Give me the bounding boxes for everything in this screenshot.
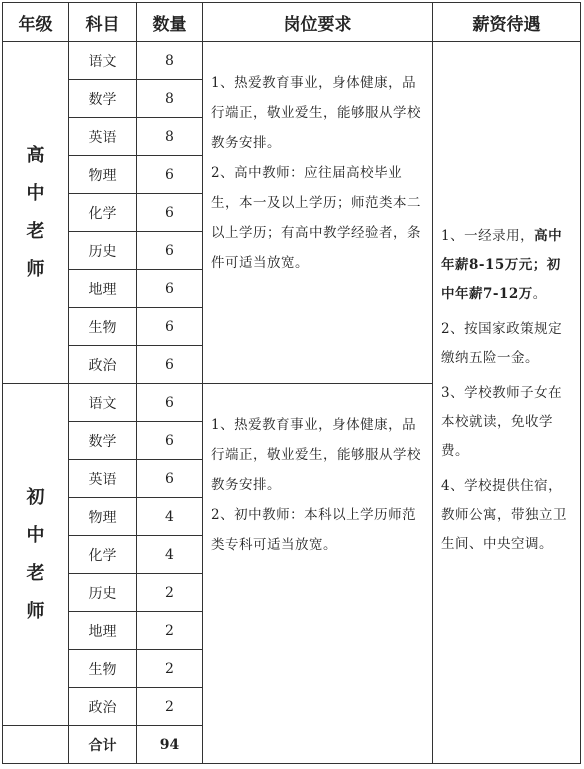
quantity-cell: 6 [137,270,203,308]
recruitment-table [2,2,581,764]
quantity-cell: 6 [137,422,203,460]
table-body [3,42,581,764]
grade-char: 初 [26,486,45,508]
subject-cell: 生物 [69,650,137,688]
quantity-cell: 6 [137,308,203,346]
grade-char: 师 [26,600,45,622]
quantity-cell: 8 [137,80,203,118]
salary-cell [433,42,581,764]
total-count: 94 [137,726,203,764]
subject-cell: 生物 [69,308,137,346]
grade-char: 中 [26,182,45,204]
salary-item-1 [441,222,574,309]
subject-cell: 物理 [69,498,137,536]
quantity-cell: 6 [137,194,203,232]
subject-cell: 英语 [69,118,137,156]
grade-char: 老 [26,220,45,242]
quantity-cell: 6 [137,156,203,194]
requirement-item: 2、初中教师：本科以上学历师范类专科可适当放宽。 [211,507,417,553]
salary-item-3: 3、学校教师子女在本校就读，免收学费。 [441,385,563,459]
junior-grade-cell [3,384,69,726]
header-requirements: 岗位要求 [203,3,433,42]
quantity-cell: 6 [137,384,203,422]
quantity-cell: 2 [137,688,203,726]
subject-cell: 地理 [69,270,137,308]
salary-item-1-prefix: 1、一经录用， [441,228,535,244]
quantity-cell: 8 [137,42,203,80]
requirement-item: 1、热爱教育事业，身体健康，品行端正，敬业爱生，能够服从学校教务安排。 [211,417,421,493]
quantity-cell: 2 [137,612,203,650]
subject-cell: 物理 [69,156,137,194]
subject-cell: 数学 [69,422,137,460]
recruitment-table-page [2,2,580,765]
senior-requirements-cell [203,42,433,384]
subject-cell: 历史 [69,574,137,612]
total-label: 合计 [69,726,137,764]
subject-cell: 化学 [69,536,137,574]
subject-cell: 语文 [69,384,137,422]
grade-char: 师 [26,258,45,280]
senior-grade-cell [3,42,69,384]
grade-char: 中 [26,524,45,546]
salary-item-4: 4、学校提供住宿，教师公寓，带独立卫生间、中央空调。 [441,478,567,552]
grade-char: 老 [26,562,45,584]
quantity-cell: 2 [137,574,203,612]
quantity-cell: 4 [137,498,203,536]
header-salary: 薪资待遇 [433,3,581,42]
subject-cell: 政治 [69,688,137,726]
subject-cell: 数学 [69,80,137,118]
grade-char: 高 [26,144,45,166]
quantity-cell: 6 [137,232,203,270]
subject-cell: 化学 [69,194,137,232]
quantity-cell: 6 [137,460,203,498]
quantity-cell: 8 [137,118,203,156]
header-subject: 科目 [69,3,137,42]
subject-cell: 语文 [69,42,137,80]
requirement-item: 1、热爱教育事业，身体健康，品行端正，敬业爱生，能够服从学校教务安排。 [211,75,421,151]
quantity-cell: 6 [137,346,203,384]
junior-requirements-cell [203,384,433,764]
subject-cell: 政治 [69,346,137,384]
quantity-cell: 2 [137,650,203,688]
table-row [3,42,581,80]
salary-item-2: 2、按国家政策规定缴纳五险一金。 [441,321,563,366]
salary-item-1-suffix: 。 [532,286,547,302]
requirement-item: 2、高中教师：应往届高校毕业生，本一及以上学历；师范类本二以上学历；有高中教学经验者，条件可适当放宽。 [211,165,421,271]
total-grade-cell [3,726,69,764]
quantity-cell: 4 [137,536,203,574]
salary-annual-pay: 高中年薪8-15万元；初中年薪7-12万 [441,228,563,302]
subject-cell: 地理 [69,612,137,650]
subject-cell: 历史 [69,232,137,270]
subject-cell: 英语 [69,460,137,498]
header-quantity: 数量 [137,3,203,42]
header-grade: 年级 [3,3,69,42]
header-row [3,3,581,42]
